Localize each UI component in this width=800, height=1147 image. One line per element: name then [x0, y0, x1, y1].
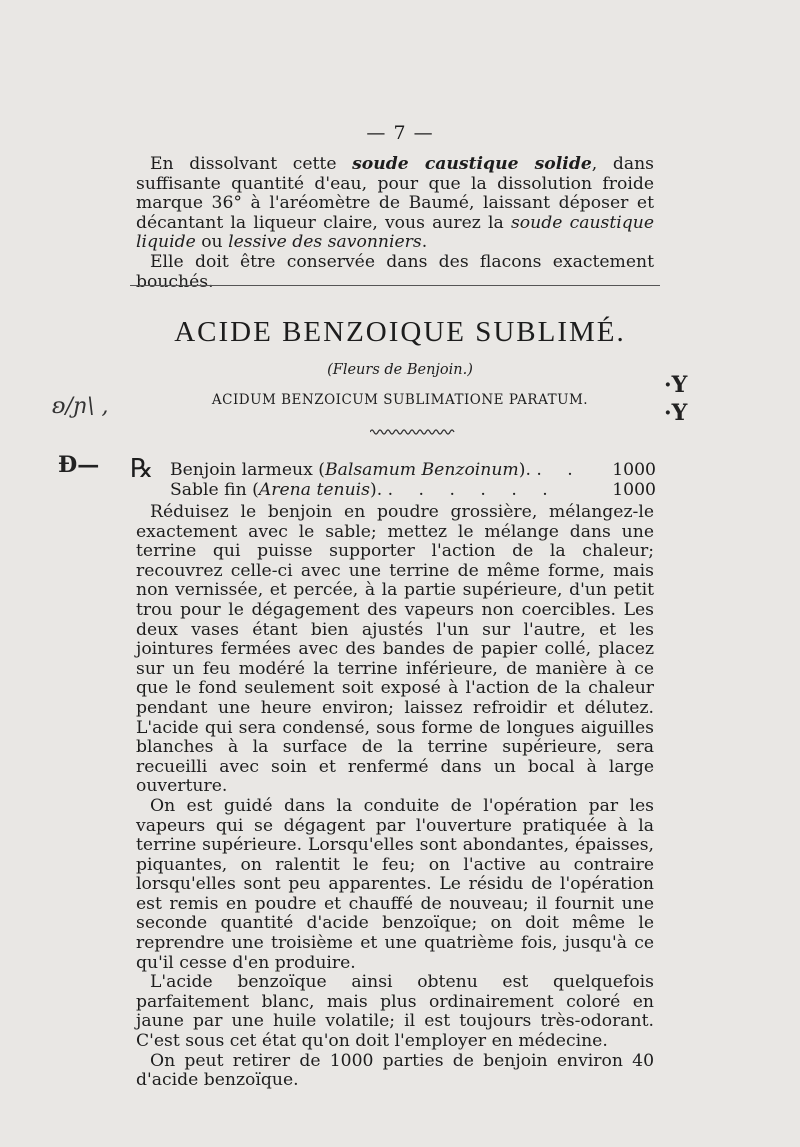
- recipe-symbol: ℞: [130, 454, 154, 484]
- handwritten-left-mark: Ð—: [58, 452, 100, 478]
- body-paragraph-4: On peut retirer de 1000 parties de benjoin environ 40 d'acide benzoïque.: [136, 1050, 654, 1091]
- body-paragraph-1: Réduisez le benjoin en poudre grossière, mélangez-le exactement avec le sable; mettez le mélange dans une terrine qui puisse supporter l'action de la chaleur; recouvrez celle-ci avec une terrine de même forme, mais non vernissée, et percée, à la partie supérieure, d'un petit trou pour le dégagement des vapeurs non coercibles. Les deux vases étant bien ajustés l'un sur l'autre, et les jointures fermées avec des bandes de papier collé, placez sur un feu modéré la terrine inférieure, de manière à ce que le fond seulement soit exposé à l'action de la chaleur pendant une heure environ; laissez refroidir et délutez. L'acide qui sera condensé, sous forme de longues aiguilles blanches à la surface de la terrine supérieure, sera recueilli avec soin et renfermé dans un bocal à large ouverture.: [136, 502, 654, 797]
- section-divider: [130, 285, 660, 286]
- body-paragraph-2: On est guidé dans la conduite de l'opération par les vapeurs qui se dégagent par l'ouverture pratiquée à la terrine supérieure. Lorsqu'elles sont abondantes, épaisses, piquantes, on ralentit le feu; on l'active au contraire lorsqu'elles sont peu apparentes. Le résidu de l'opération est remis en poudre et chauffé de nouveau; il fournit une seconde quantité d'acide benzoïque; on doit même le reprendre une troisième et une quatrième fois, jusqu'à ce qu'il cesse d'en produire.: [136, 795, 654, 973]
- body-paragraph-3: L'acide benzoïque ainsi obtenu est quelquefois parfaitement blanc, mais plus ordinairement coloré en jaune par une huile volatile; il est toujours très-odorant. C'est sous cet état qu'on doit l'employer en médecine.: [136, 972, 654, 1052]
- recipe-quantity: 1000: [612, 480, 656, 500]
- recipe-item: Benjoin larmeux (Balsamum Benzoinum). . . 1000: [170, 460, 656, 480]
- recipe-quantity: 1000: [612, 460, 656, 480]
- intro-paragraph-2: Elle doit être conservée dans des flacons exactement bouchés.: [136, 251, 654, 292]
- intro-text: [136, 155, 654, 292]
- section-title: ACIDE BENZOIQUE SUBLIMÉ.: [174, 316, 626, 348]
- body-text: [136, 503, 654, 1091]
- page-number: — 7 —: [366, 122, 434, 144]
- emphasis-lye: lessive des savonniers: [228, 232, 422, 253]
- recipe-list: [170, 460, 656, 500]
- ornament-divider: [370, 428, 456, 436]
- emphasis-solid-soda: soude caustique solide: [352, 154, 592, 174]
- handwritten-right-mark: ·Y: [664, 372, 688, 398]
- handwritten-right-mark: ·Y: [664, 400, 688, 426]
- section-subtitle: (Fleurs de Benjoin.): [327, 362, 473, 378]
- latin-name: ACIDUM BENZOICUM SUBLIMATIONE PARATUM.: [211, 392, 589, 408]
- emphasis-liquid-soda: soude caustique liquide: [136, 212, 654, 253]
- recipe-item: Sable fin (Arena tenuis). . . . . . . 1000: [170, 480, 656, 500]
- intro-paragraph-1: En dissolvant cette soude caustique solide, dans suffisante quantité d'eau, pour que la dissolution froide marque 36° à l'aréomètre de Baumé, laissant déposer et décantant la liqueur claire, vous aurez la soude caustique liquide ou lessive des savonniers.: [136, 154, 654, 253]
- handwritten-margin-note: ʚ/ɲ\ ,: [52, 394, 109, 419]
